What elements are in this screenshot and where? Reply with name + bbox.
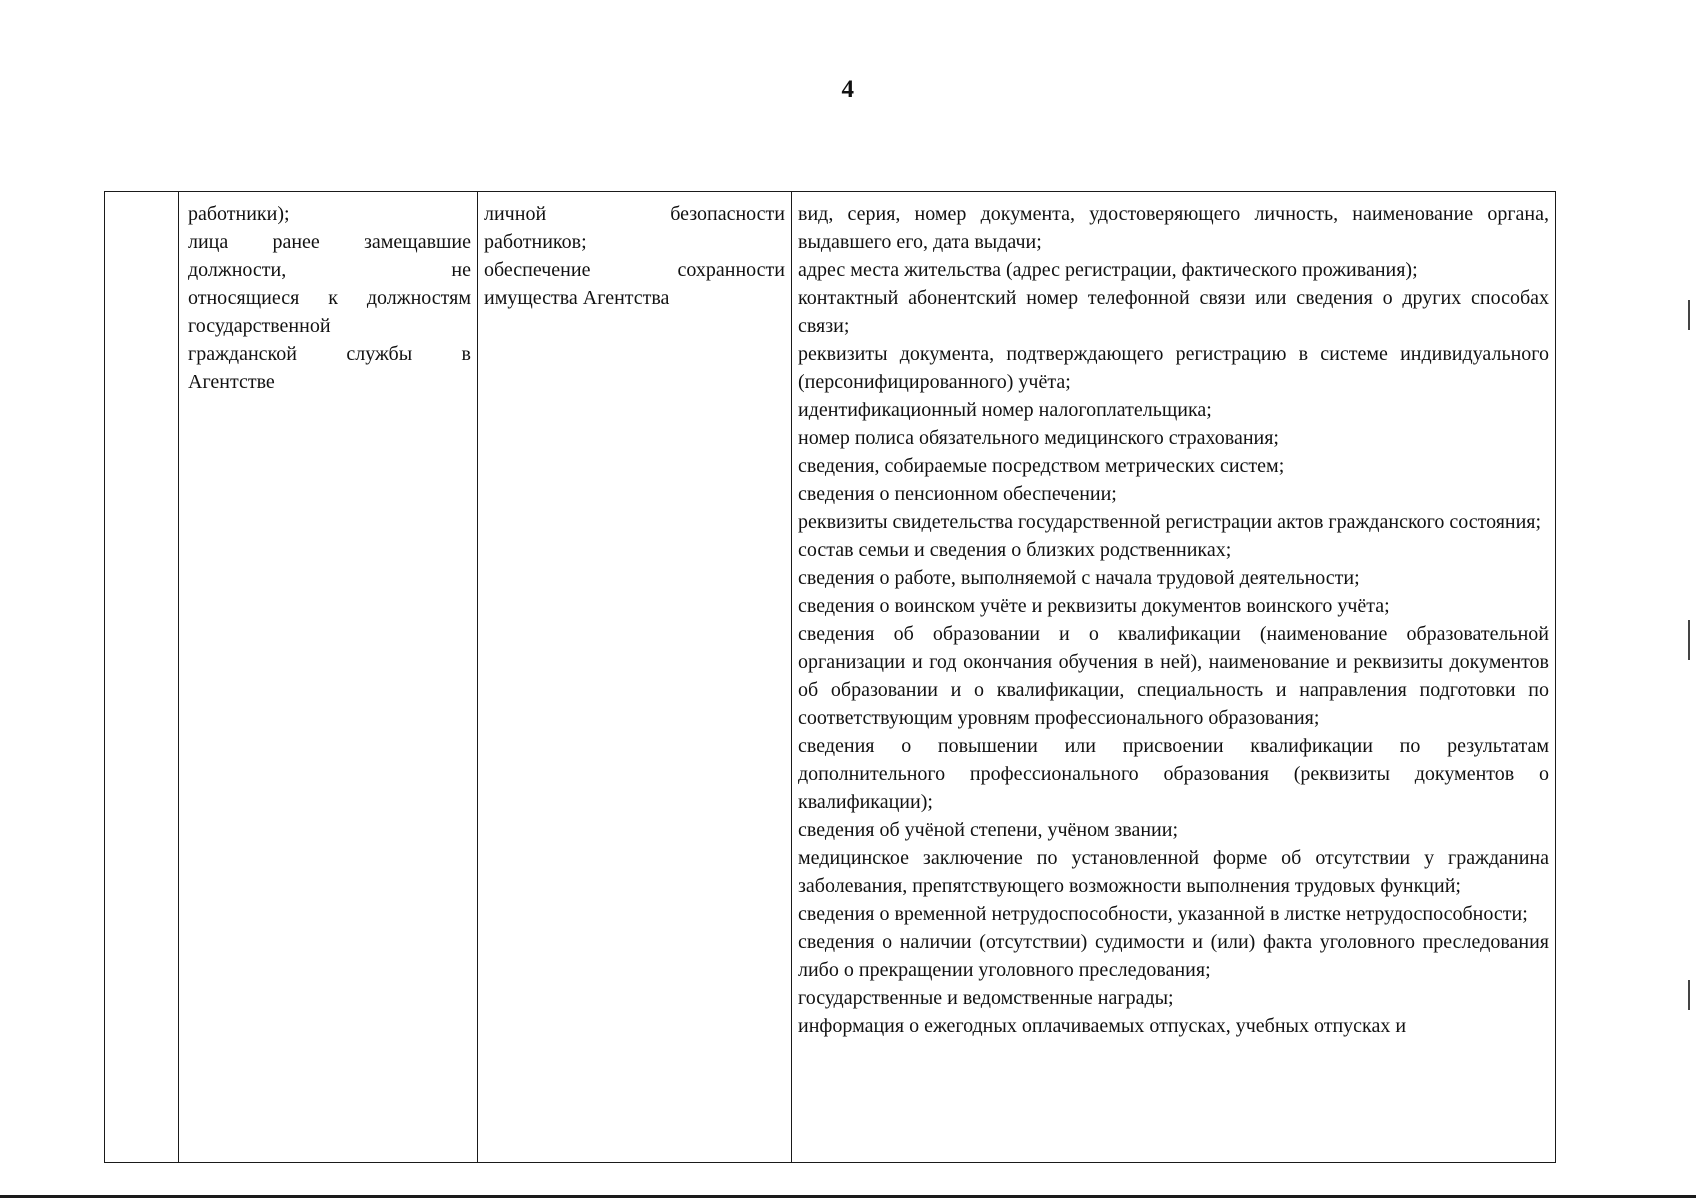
subjects-line: работники); xyxy=(188,203,290,225)
data-category-item: сведения об образовании и о квалификации (наименование образовательной организации и год окончания обучения в ней), наименование и реквизиты документов об образовании и о квалификации, специальность и направления подготовки по соответствующим уровням профессионального образования; xyxy=(798,623,1549,729)
data-category-item: вид, серия, номер документа, удостоверяющего личность, наименование органа, выдавшего его, дата выдачи; xyxy=(798,203,1549,253)
data-category-item: сведения о наличии (отсутствии) судимости и (или) факта уголовного преследования либо о прекращении уголовного преследования; xyxy=(798,931,1549,981)
data-categories-cell xyxy=(792,192,1555,1162)
data-category-item: информация о ежегодных оплачиваемых отпусках, учебных отпусках и xyxy=(798,1015,1407,1037)
purposes-line: обеспечение сохранности xyxy=(484,259,785,281)
data-category-item: номер полиса обязательного медицинского страхования; xyxy=(798,427,1279,449)
data-category-item: контактный абонентский номер телефонной связи или сведения о других способах связи; xyxy=(798,287,1549,337)
data-category-item: сведения, собираемые посредством метрических систем; xyxy=(798,455,1285,477)
data-category-item: сведения о пенсионном обеспечении; xyxy=(798,483,1117,505)
data-category-item: сведения о работе, выполняемой с начала трудовой деятельности; xyxy=(798,567,1360,589)
subjects-line: государственной xyxy=(188,315,331,337)
data-category-item: сведения о временной нетрудоспособности, указанной в листке нетрудоспособности; xyxy=(798,903,1528,925)
scan-edge-line xyxy=(0,1195,1696,1198)
scan-edge-mark xyxy=(1688,300,1690,330)
purposes-line: личной безопасности xyxy=(484,203,785,225)
data-category-item: идентификационный номер налогоплательщика; xyxy=(798,399,1212,421)
data-category-item: адрес места жительства (адрес регистрации, фактического проживания); xyxy=(798,259,1418,281)
subjects-line: Агентстве xyxy=(188,371,275,393)
row-number-cell xyxy=(105,192,179,1162)
page-number: 4 xyxy=(841,76,855,103)
scan-edge-mark xyxy=(1688,620,1690,660)
data-category-item: сведения об учёной степени, учёном звании; xyxy=(798,819,1179,841)
personal-data-table xyxy=(104,191,1556,1163)
data-categories-list xyxy=(798,200,1549,1040)
data-category-item: медицинское заключение по установленной форме об отсутствии у гражданина заболевания, препятствующего возможности выполнения трудовых функций; xyxy=(798,847,1549,897)
subjects-text xyxy=(188,200,471,396)
data-category-item: государственные и ведомственные награды; xyxy=(798,987,1174,1009)
subjects-line: должности, не xyxy=(188,259,471,281)
scan-edge-mark xyxy=(1688,980,1690,1010)
purposes-cell xyxy=(478,192,792,1162)
subjects-line: гражданской службы в xyxy=(188,343,471,365)
subjects-cell xyxy=(179,192,478,1162)
data-category-item: реквизиты свидетельства государственной регистрации актов гражданского состояния; xyxy=(798,511,1542,533)
purposes-line: имущества Агентства xyxy=(484,287,670,309)
data-category-item: реквизиты документа, подтверждающего регистрацию в системе индивидуального (персонифицированного) учёта; xyxy=(798,343,1549,393)
data-category-item: сведения о воинском учёте и реквизиты документов воинского учёта; xyxy=(798,595,1390,617)
subjects-line: относящиеся к должностям xyxy=(188,287,471,309)
subjects-line: лица ранее замещавшие xyxy=(188,231,471,253)
data-category-item: состав семьи и сведения о близких родственниках; xyxy=(798,539,1232,561)
purposes-text xyxy=(484,200,785,312)
data-category-item: сведения о повышении или присвоении квалификации по результатам дополнительного профессионального образования (реквизиты документов о квалификации); xyxy=(798,735,1549,813)
purposes-line: работников; xyxy=(484,231,587,253)
